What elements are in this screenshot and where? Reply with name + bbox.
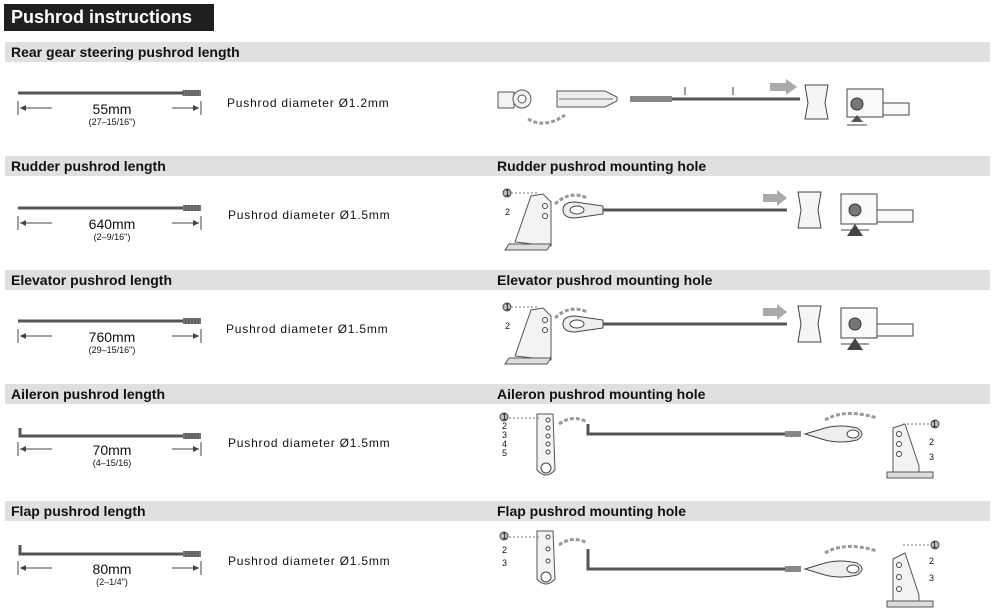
servo-horn-clip xyxy=(805,85,828,119)
linkage-stopper xyxy=(847,89,909,125)
hole-label: 3 xyxy=(929,452,935,462)
section-mount-title: Elevator pushrod mounting hole xyxy=(497,272,713,288)
control-horn xyxy=(887,553,933,607)
control-horn xyxy=(505,308,551,364)
page-title: Pushrod instructions xyxy=(4,4,214,31)
pushrod-diameter: Pushrod diameter Ø1.5mm xyxy=(228,554,391,568)
hole-label: 1 xyxy=(502,531,508,541)
aileron-mounting-diagram xyxy=(495,410,945,496)
hole-label: 1 xyxy=(502,412,508,422)
hole-label: 3 xyxy=(502,430,508,440)
hole-label: 2 xyxy=(502,421,508,431)
pushrod-length: 640mm xyxy=(52,217,172,231)
hole-label: 5 xyxy=(502,448,508,458)
linkage-stopper xyxy=(841,194,913,236)
section-mount-title: Aileron pushrod mounting hole xyxy=(497,386,706,402)
rear-gear-mounting-diagram xyxy=(495,77,925,147)
hole-label: 2 xyxy=(502,545,508,555)
hole-label: 1 xyxy=(505,302,511,312)
hole-label: 3 xyxy=(502,558,508,568)
hole-label: 1 xyxy=(932,419,938,429)
section-mount-title: Flap pushrod mounting hole xyxy=(497,503,686,519)
section-flap xyxy=(0,501,1000,611)
ball-link xyxy=(498,90,531,108)
pushrod-diameter: Pushrod diameter Ø1.5mm xyxy=(226,322,389,336)
control-horn xyxy=(505,194,551,250)
hole-label: 2 xyxy=(505,321,511,331)
flap-mounting-diagram xyxy=(495,529,945,611)
hole-label: 4 xyxy=(502,439,508,449)
linkage-stopper xyxy=(841,308,913,350)
pushrod-length: 80mm xyxy=(52,562,172,576)
pushrod-length: 55mm xyxy=(52,102,172,116)
hole-label: 3 xyxy=(929,573,935,583)
servo-horn-clip xyxy=(798,192,821,228)
pushrod-length: 760mm xyxy=(52,330,172,344)
section-elevator xyxy=(0,270,1000,380)
pushrod-diameter: Pushrod diameter Ø1.5mm xyxy=(228,436,391,450)
pushrod-diameter: Pushrod diameter Ø1.2mm xyxy=(227,96,390,110)
section-title: Rear gear steering pushrod length xyxy=(11,44,240,60)
hole-label: 2 xyxy=(929,437,935,447)
control-horn xyxy=(887,424,933,478)
section-title: Aileron pushrod length xyxy=(11,386,165,402)
clevis xyxy=(563,316,603,332)
section-mount-title: Rudder pushrod mounting hole xyxy=(497,158,707,174)
clevis xyxy=(805,426,862,442)
servo-arm xyxy=(537,531,555,584)
section-rear-gear xyxy=(0,42,1000,152)
pushrod-length-imperial: (4–15/16) xyxy=(92,458,132,468)
clevis xyxy=(805,561,862,577)
pushrod-length-imperial: (29–15/16") xyxy=(88,345,136,355)
section-rudder xyxy=(0,156,1000,266)
servo-horn-clip xyxy=(798,306,821,342)
servo-arm xyxy=(537,414,555,475)
pushrod-length-imperial: (2–1/4") xyxy=(96,577,128,587)
pushrod-diameter: Pushrod diameter Ø1.5mm xyxy=(228,208,391,222)
clevis xyxy=(563,202,603,218)
clevis xyxy=(557,91,617,107)
section-aileron xyxy=(0,384,1000,496)
hole-label: 2 xyxy=(505,207,511,217)
pushrod-length-imperial: (2–9/16") xyxy=(93,232,131,242)
section-title: Elevator pushrod length xyxy=(11,272,173,288)
hole-label: 2 xyxy=(929,556,935,566)
rudder-mounting-diagram xyxy=(495,184,925,264)
pushrod-length: 70mm xyxy=(52,443,172,457)
section-title: Flap pushrod length xyxy=(11,503,146,519)
hole-label: 1 xyxy=(505,188,511,198)
section-title: Rudder pushrod length xyxy=(11,158,166,174)
pushrod-length-imperial: (27–15/16") xyxy=(88,117,136,127)
hole-label: 1 xyxy=(932,540,938,550)
elevator-mounting-diagram xyxy=(495,298,925,378)
